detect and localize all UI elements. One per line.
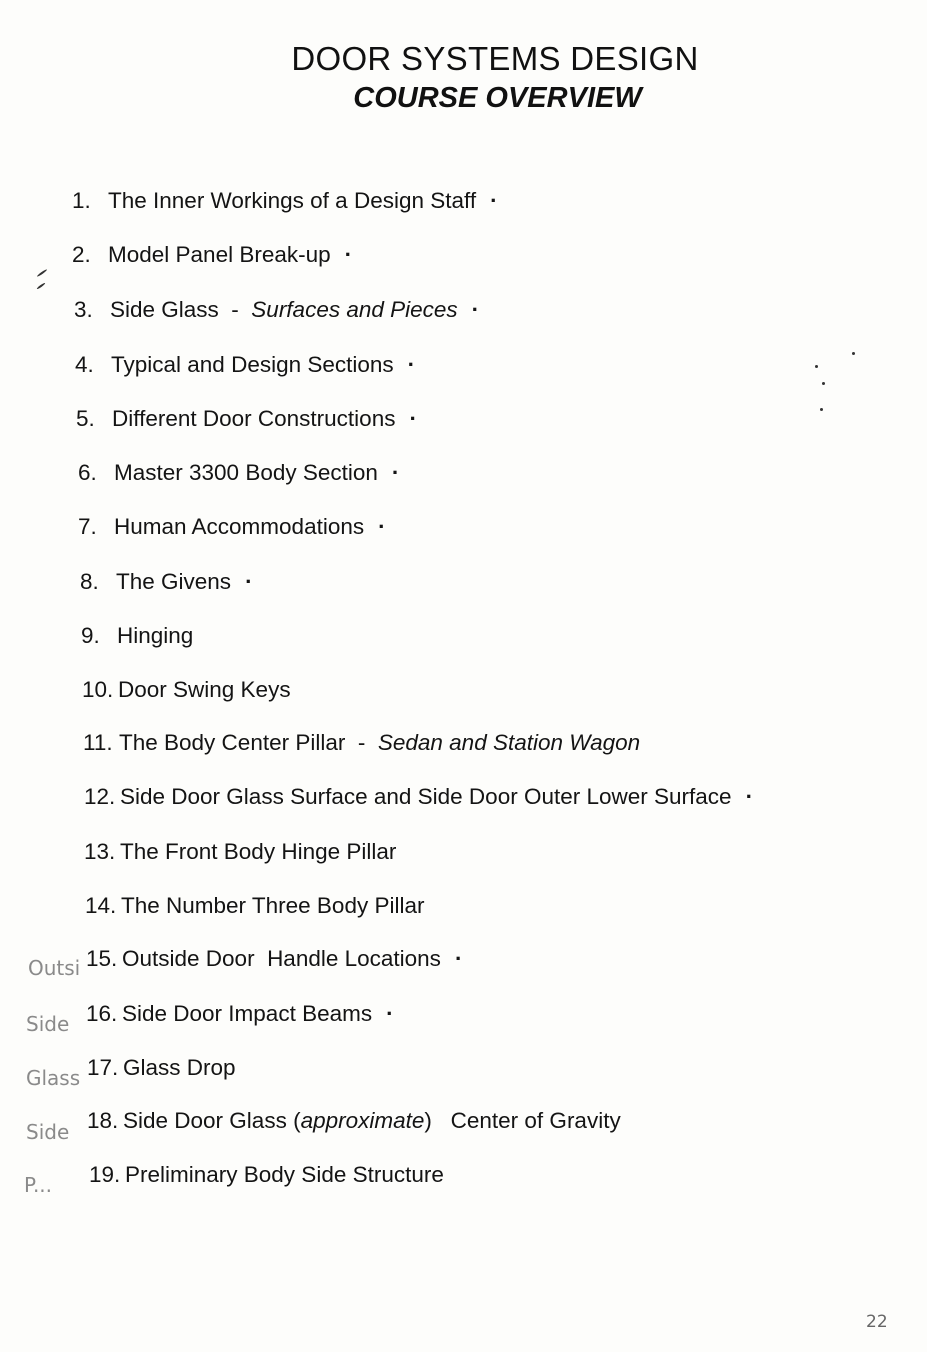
item-text: The Givens (116, 569, 232, 594)
item-number: 11. (83, 730, 113, 755)
item-text: Side Door Glass ( (123, 1108, 301, 1133)
outline-item (72, 242, 352, 268)
item-number: 10. (82, 677, 114, 702)
bullet-mark: · (245, 569, 253, 594)
item-italic-text: Sedan and Station Wagon (377, 730, 641, 755)
page-number: 22 (866, 1312, 888, 1332)
outline-item (82, 677, 291, 703)
item-number: 19. (89, 1162, 121, 1187)
item-text: Model Panel Break-up (108, 242, 331, 267)
bullet-mark: · (454, 946, 463, 971)
item-number: 7. (78, 514, 97, 539)
item-number: 5. (76, 406, 95, 431)
outline-item (78, 460, 399, 486)
bullet-mark: · (407, 352, 416, 377)
bullet-mark: · (378, 514, 386, 539)
item-text: Outside Door Handle Locations (122, 946, 441, 971)
item-number: 9. (81, 623, 100, 648)
scan-speck (36, 282, 45, 289)
item-italic-text: Surfaces and Pieces (251, 297, 458, 322)
margin-note: Side (26, 1120, 70, 1144)
bullet-mark: · (490, 188, 498, 213)
outline-item (89, 1162, 444, 1188)
outline-item (83, 730, 640, 756)
document-title: DOOR SYSTEMS DESIGN (291, 40, 699, 77)
item-text: Master 3300 Body Section (114, 460, 378, 485)
item-text: Different Door Constructions (112, 406, 396, 431)
item-number: 18. (87, 1108, 119, 1133)
item-text: The Front Body Hinge Pillar (120, 839, 397, 864)
item-number: 3. (74, 297, 93, 322)
outline-item (87, 1108, 621, 1134)
item-number: 13. (84, 839, 116, 864)
item-number: 8. (80, 569, 99, 594)
item-number: 14. (85, 893, 117, 918)
margin-note: Side (26, 1012, 70, 1036)
item-text: Door Swing Keys (118, 677, 291, 702)
outline-item (78, 514, 386, 540)
item-text: The Number Three Body Pillar (121, 893, 425, 918)
item-number: 6. (78, 460, 97, 485)
item-text: Side Door Impact Beams (122, 1001, 373, 1026)
bullet-mark: · (386, 1001, 394, 1026)
item-italic-text: approximate (300, 1108, 425, 1133)
outline-item (74, 297, 479, 323)
scan-speck (815, 365, 818, 368)
item-number: 17. (87, 1055, 119, 1080)
bullet-mark: · (344, 242, 353, 267)
item-text: Preliminary Body Side Structure (125, 1162, 444, 1187)
item-text: Side Glass - (110, 297, 252, 322)
item-text: Glass Drop (123, 1055, 236, 1080)
outline-item (84, 839, 396, 865)
scan-speck (820, 408, 823, 411)
item-number: 12. (84, 784, 116, 809)
outline-item (76, 406, 417, 432)
outline-item (72, 188, 498, 214)
outline-item (86, 946, 462, 972)
margin-note: Glass (26, 1066, 81, 1090)
item-text: Side Door Glass Surface and Side Door Outer Lower Surface (120, 784, 732, 809)
scan-speck (822, 382, 825, 385)
outline-item (84, 784, 753, 810)
outline-item (81, 623, 193, 649)
scan-speck (852, 352, 855, 355)
item-trailing-text: ) Center of Gravity (424, 1108, 621, 1133)
item-number: 2. (72, 242, 91, 267)
item-text: Hinging (117, 623, 194, 648)
bullet-mark: · (471, 297, 480, 322)
item-text: Human Accommodations (114, 514, 365, 539)
item-number: 1. (72, 188, 91, 213)
outline-item (87, 1055, 236, 1081)
margin-note: P... (24, 1173, 53, 1197)
outline-item (80, 569, 253, 595)
item-number: 15. (86, 946, 118, 971)
document-subtitle: COURSE OVERVIEW (353, 82, 642, 114)
item-number: 4. (75, 352, 94, 377)
bullet-mark: · (745, 784, 754, 809)
item-text: Typical and Design Sections (111, 352, 394, 377)
outline-item (86, 1001, 394, 1027)
outline-item (85, 893, 424, 919)
item-number: 16. (86, 1001, 118, 1026)
margin-note: Outsi (28, 956, 81, 980)
item-text: The Inner Workings of a Design Staff (108, 188, 477, 213)
bullet-mark: · (409, 406, 417, 431)
scan-speck (37, 269, 48, 278)
item-text: The Body Center Pillar - (119, 730, 378, 755)
bullet-mark: · (391, 460, 400, 485)
outline-item (75, 352, 415, 378)
